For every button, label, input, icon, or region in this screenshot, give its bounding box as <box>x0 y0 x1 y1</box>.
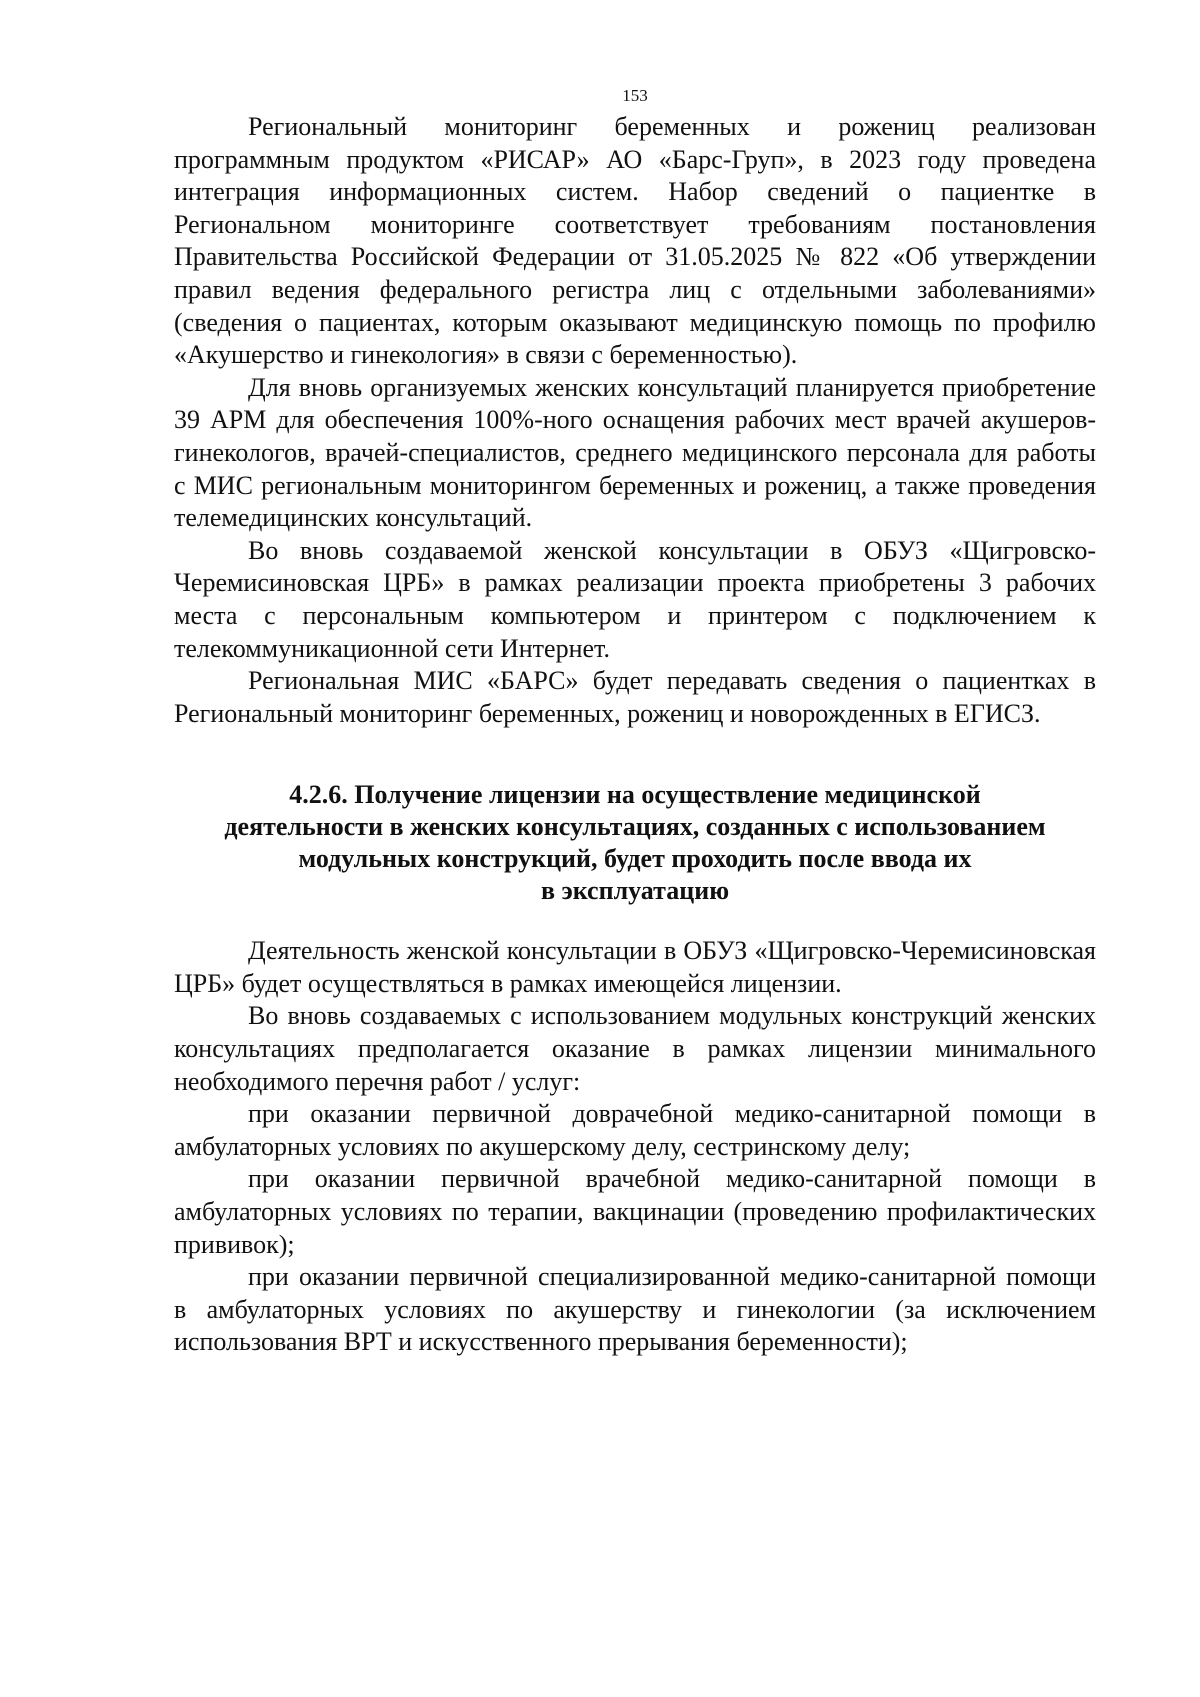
heading-line: 4.2.6. Получение лицензии на осуществление медицинской <box>289 780 981 810</box>
heading-line: в эксплуатацию <box>540 876 730 906</box>
paragraph: Региональная МИС «БАРС» будет передавать сведения о пациентках в Региональный мониторинг беременных, рожениц и новорожденных в ЕГИСЗ. <box>174 666 1096 728</box>
list-item: при оказании первичной специализированной медико-санитарной помощи в амбулаторных условиях по акушерству и гинекологии (за исключением использования ВРТ и искусственного прерывания беременности); <box>174 1262 1096 1357</box>
paragraph: Во вновь создаваемой женской консультации в ОБУЗ «Щигровско-Черемисиновская ЦРБ» в рамках реализации проекта приобретены 3 рабочих места с персональным компьютером и принтером с подключением к телекоммуникационной сети Интернет. <box>174 535 1096 663</box>
list-item: при оказании первичной доврачебной медико-санитарной помощи в амбулаторных условиях по акушерскому делу, сестринскому делу; <box>174 1099 1096 1161</box>
paragraph: Во вновь создаваемых с использованием модульных конструкций женских консультациях предполагается оказание в рамках лицензии минимального необходимого перечня работ / услуг: <box>174 1001 1096 1096</box>
page-body <box>174 111 1096 1359</box>
list-item: при оказании первичной врачебной медико-санитарной помощи в амбулаторных условиях по терапии, вакцинации (проведению профилактических прививок); <box>174 1164 1096 1259</box>
page-number: 153 <box>622 86 648 105</box>
heading-line: модульных конструкций, будет проходить после ввода их <box>298 844 972 874</box>
paragraph: Деятельность женской консультации в ОБУЗ «Щигровско-Черемисиновская ЦРБ» будет осуществляться в рамках имеющейся лицензии. <box>174 936 1096 998</box>
section-heading <box>174 779 1096 907</box>
paragraph: Для вновь организуемых женских консультаций планируется приобретение 39 АРМ для обеспечения 100%-ного оснащения рабочих мест врачей акушеров-гинекологов, врачей-специалистов, среднего медицинского персонала для работы с МИС региональным мониторингом беременных и рожениц, а также проведения телемедицинских консультаций. <box>174 372 1096 533</box>
heading-line: деятельности в женских консультациях, созданных с использованием <box>224 812 1046 842</box>
paragraph: Региональный мониторинг беременных и рожениц реализован программным продуктом «РИСАР» АО «Барс-Груп», в 2023 году проведена интеграция информационных систем. Набор сведений о пациентке в Региональном мониторинге соответствует требованиям постановления Правительства Российской Федерации от 31.05.2025 № 822 «Об утверждении правил ведения федерального регистра лиц с отдельными заболеваниями» (сведения о пациентах, которым оказывают медицинскую помощь по профилю «Акушерство и гинекология» в связи с беременностью). <box>174 112 1096 370</box>
